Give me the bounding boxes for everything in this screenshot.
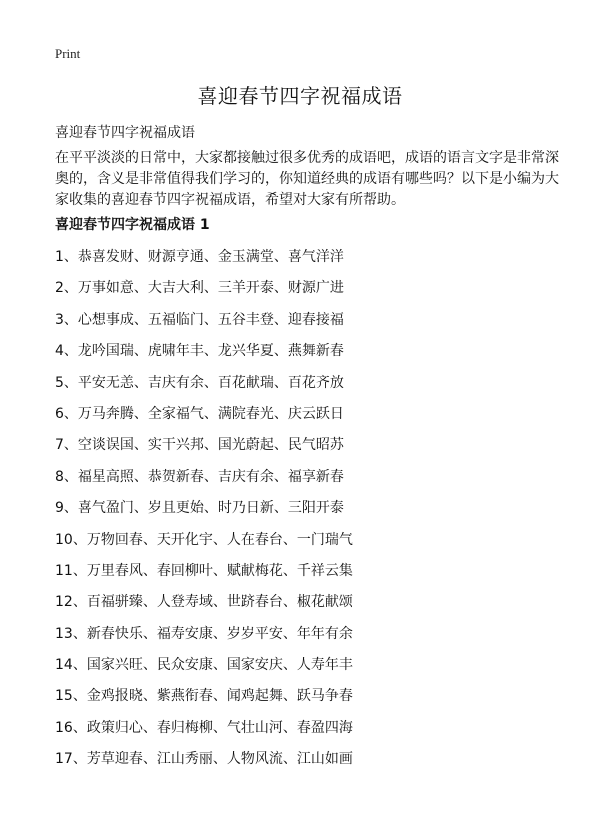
list-item: 10、万物回春、天开化宇、人在春台、一门瑞气 — [55, 531, 353, 548]
list-item: 15、金鸡报晓、紫燕衔春、闻鸡起舞、跃马争春 — [55, 688, 353, 705]
page-title: 喜迎春节四字祝福成语 — [197, 84, 403, 108]
list-item: 13、新春快乐、福寿安康、岁岁平安、年年有余 — [55, 625, 353, 642]
intro-paragraph: 在平平淡淡的日常中，大家都接触过很多优秀的成语吧，成语的语言文字是非常深奥的，含义是非常值得我们学习的，你知道经典的成语有哪些吗？以下是小编为大家收集的喜迎春节四字祝福成语，希望对大家有所帮助。 — [55, 150, 559, 208]
list-item: 4、龙吟国瑞、虎啸年丰、龙兴华夏、燕舞新春 — [55, 343, 344, 360]
list-item: 5、平安无恙、吉庆有余、百花献瑞、百花齐放 — [55, 374, 344, 391]
list-item: 9、喜气盈门、岁且更始、时乃日新、三阳开泰 — [55, 500, 344, 517]
list-item: 3、心想事成、五福临门、五谷丰登、迎春接福 — [55, 311, 344, 328]
section-heading: 喜迎春节四字祝福成语 1 — [55, 217, 210, 233]
list-item: 17、芳草迎春、江山秀丽、人物风流、江山如画 — [55, 751, 353, 768]
list-item: 7、空谈误国、实干兴邦、国光蔚起、民气昭苏 — [55, 437, 344, 454]
list-item: 16、政策归心、春归梅柳、气壮山河、春盈四海 — [55, 719, 353, 736]
idiom-list — [55, 246, 353, 780]
article-subtitle: 喜迎春节四字祝福成语 — [55, 125, 195, 141]
print-link[interactable]: Print — [55, 46, 81, 61]
list-item: 6、万马奔腾、全家福气、满院春光、庆云跃日 — [55, 405, 344, 422]
list-item: 2、万事如意、大吉大利、三羊开泰、财源广进 — [55, 280, 344, 297]
list-item: 12、百福骈臻、人登寿域、世跻春台、椒花献颂 — [55, 594, 353, 611]
list-item: 14、国家兴旺、民众安康、国家安庆、人寿年丰 — [55, 657, 353, 674]
list-item: 11、万里春风、春回柳叶、赋献梅花、千祥云集 — [55, 562, 353, 579]
list-item: 1、恭喜发财、财源亨通、金玉满堂、喜气洋洋 — [55, 249, 344, 265]
list-item: 8、福星高照、恭贺新春、吉庆有余、福享新春 — [55, 468, 344, 485]
